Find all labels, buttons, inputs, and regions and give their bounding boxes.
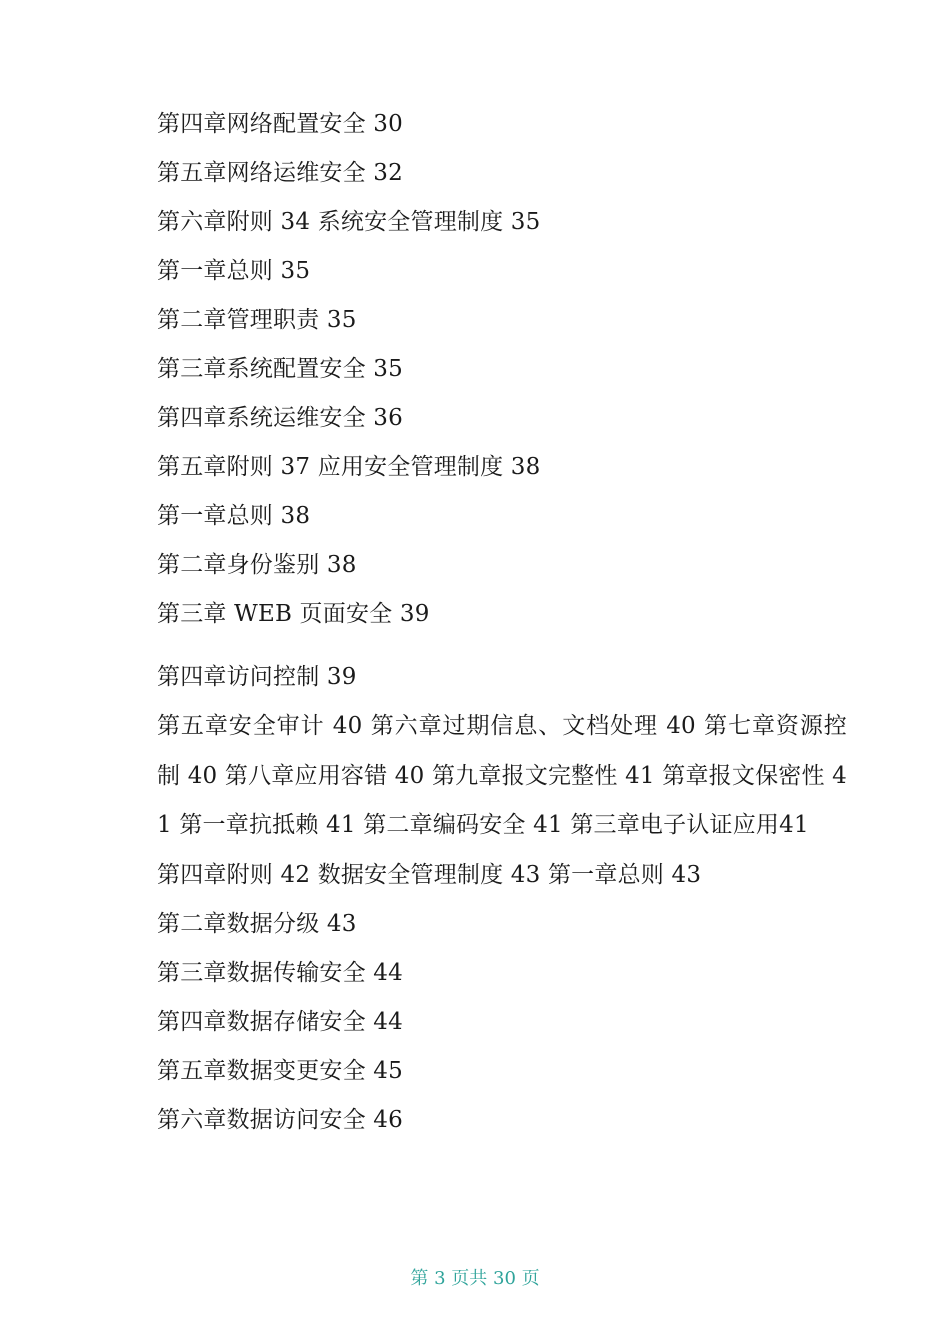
toc-entry: 第六章数据访问安全 46 <box>157 1106 403 1133</box>
toc-entry: 第二章数据分级 43 <box>157 910 357 937</box>
toc-entry: 第四章系统运维安全 36 <box>157 405 403 431</box>
toc-paragraph: 第五章安全审计 40 第六章过期信息、文档处理 40 第七章资源控制 40 第八章应用容错 40 第九章报文完整性 41 第章报文保密性 41 第一章抗抵赖 41 第二章编码安全 41 第三章电子认证应用41 <box>157 713 848 838</box>
toc-entry: 第一章总则 38 <box>157 503 311 529</box>
toc-entry: 第三章系统配置安全 35 <box>157 356 403 382</box>
toc-entry: 第六章附则 34 系统安全管理制度 35 <box>157 209 541 235</box>
toc-entry: 第四章访问控制 39 <box>157 664 357 690</box>
toc-entry: 第一章总则 35 <box>157 258 311 284</box>
table-of-contents <box>157 100 847 1145</box>
toc-entry: 第四章数据存储安全 44 <box>157 1008 403 1035</box>
toc-entry: 第五章数据变更安全 45 <box>157 1057 403 1084</box>
toc-entry: 第三章数据传输安全 44 <box>157 959 403 986</box>
toc-entry: 第五章网络运维安全 32 <box>157 160 403 186</box>
toc-entry: 第五章附则 37 应用安全管理制度 38 <box>157 454 541 480</box>
toc-entry: 第二章身份鉴别 38 <box>157 552 357 578</box>
toc-entry: 第二章管理职责 35 <box>157 307 357 333</box>
toc-entry: 第四章附则 42 数据安全管理制度 43 第一章总则 43 <box>157 861 702 888</box>
page-number-footer: 第 3 页共 30 页 <box>410 1268 540 1289</box>
toc-entry: 第四章网络配置安全 30 <box>157 111 403 137</box>
toc-entry: 第三章 WEB 页面安全 39 <box>157 601 430 627</box>
